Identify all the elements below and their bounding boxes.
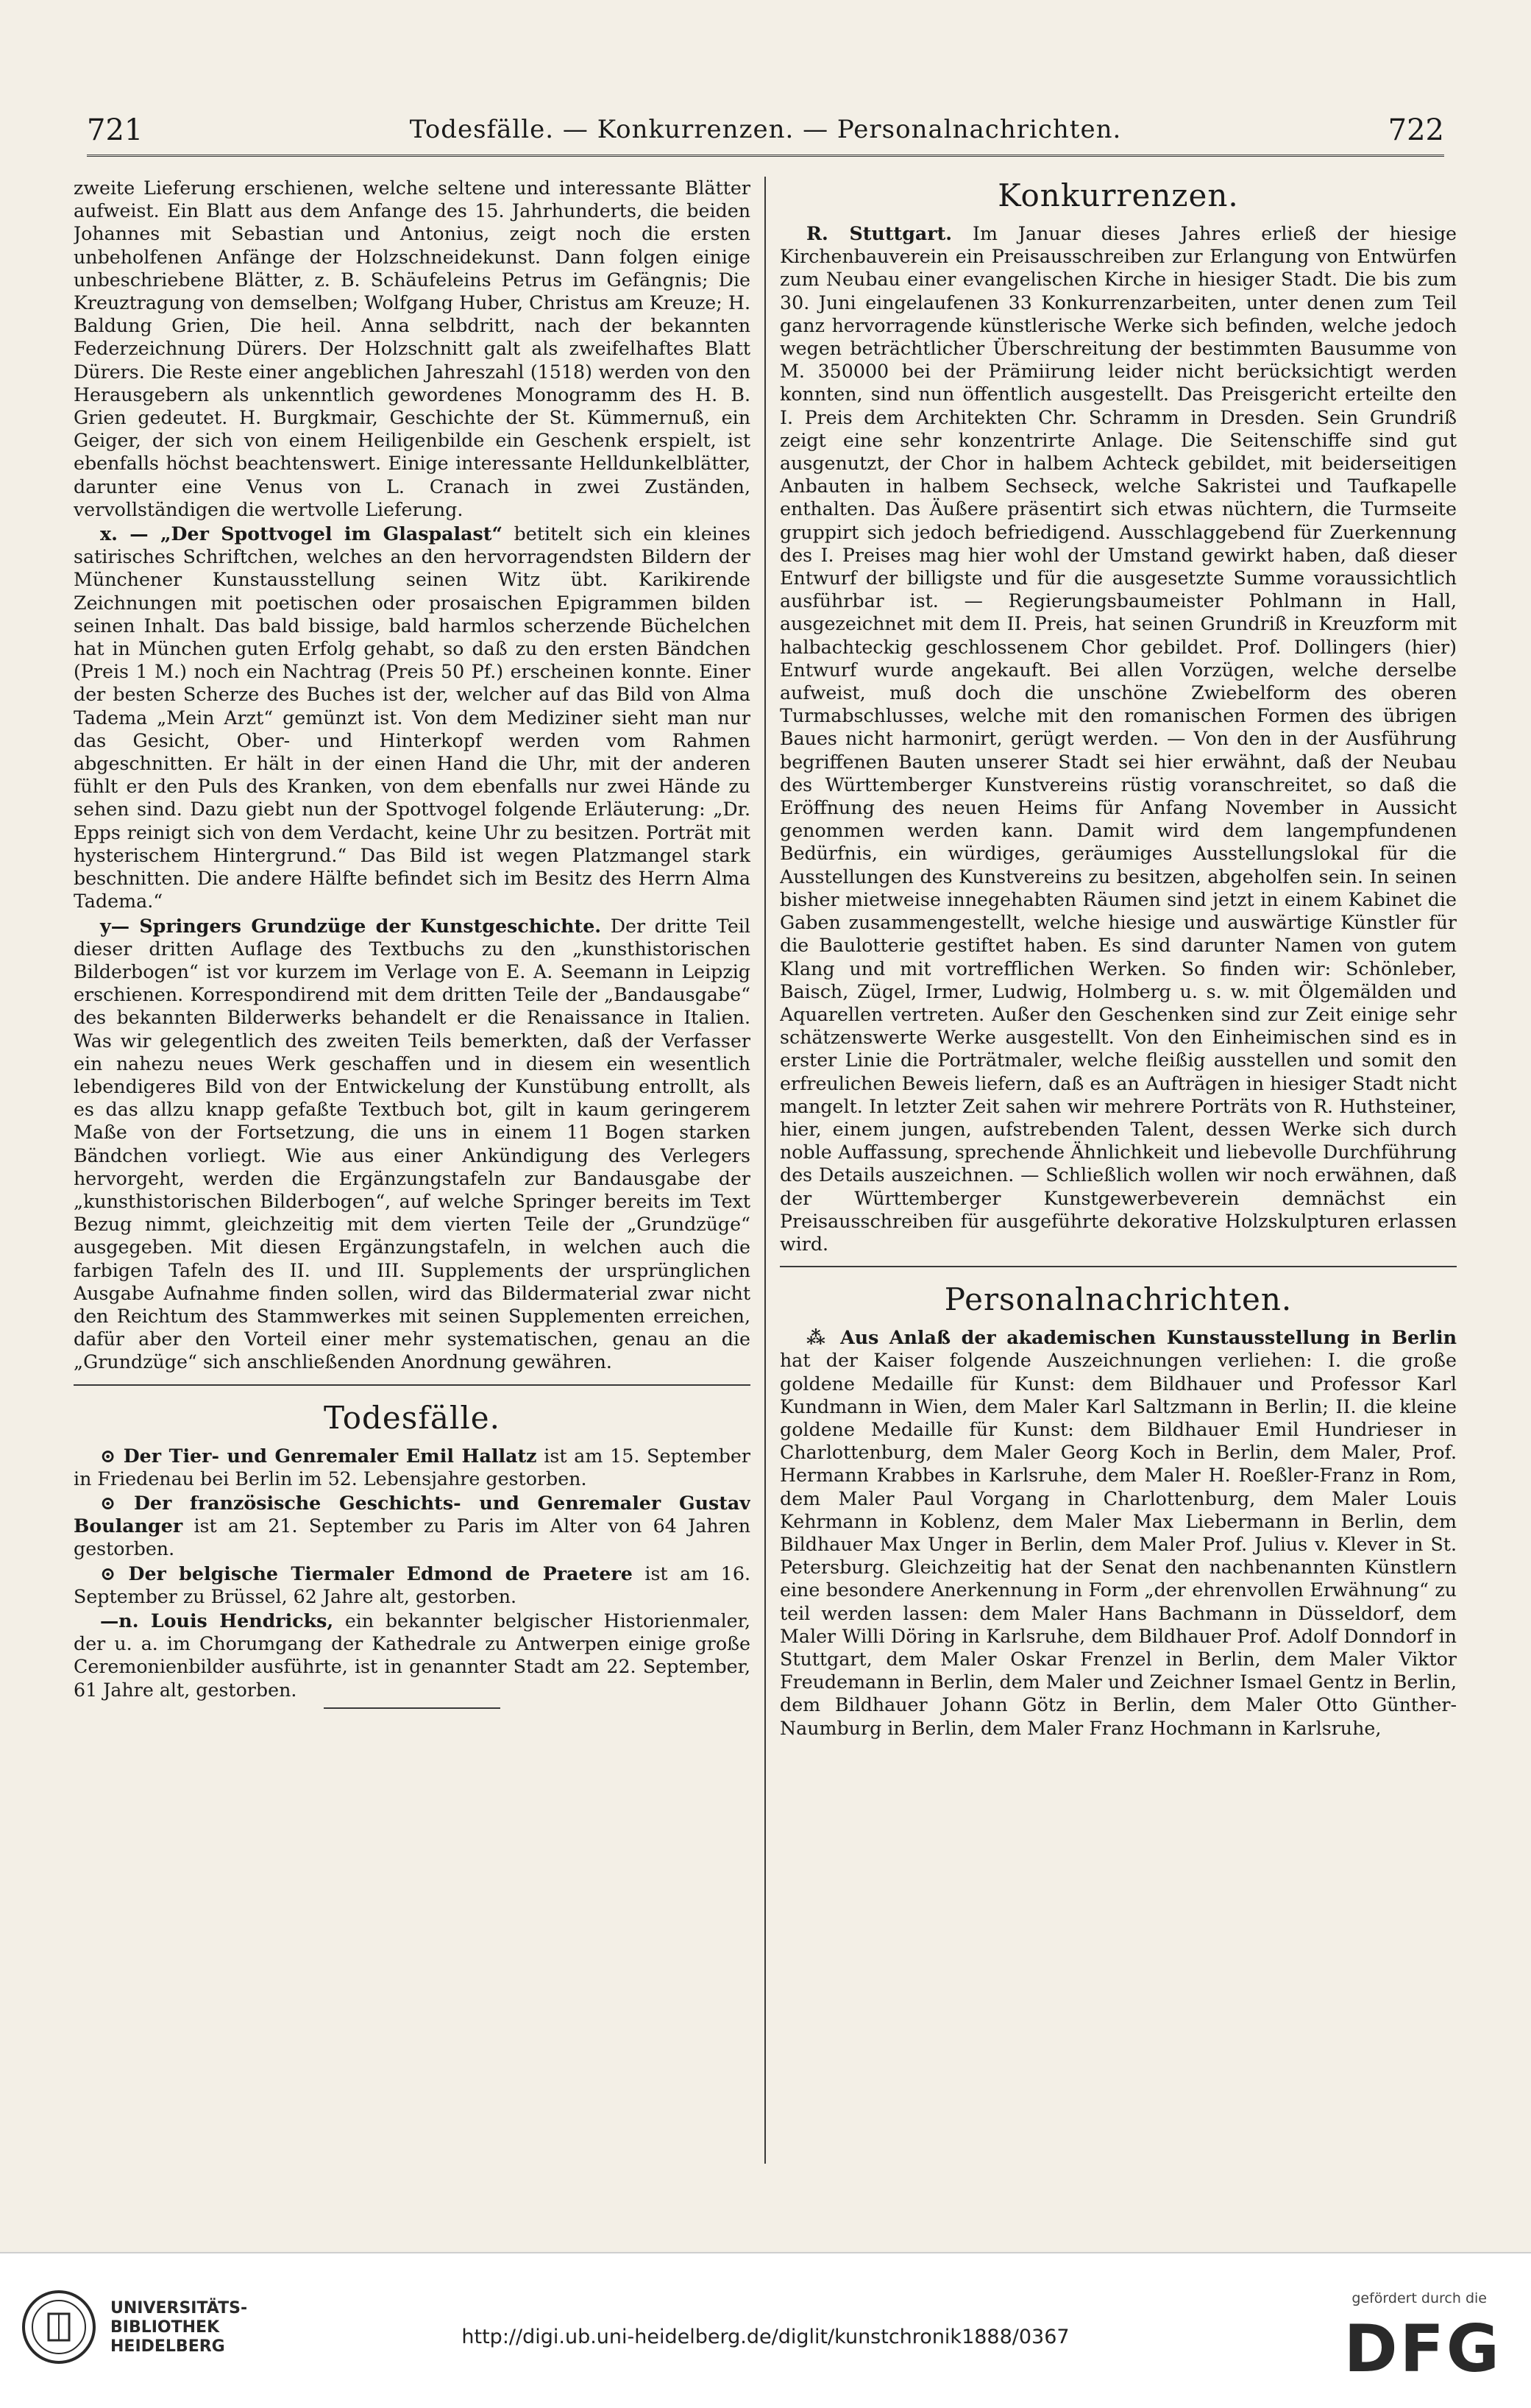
sponsor-label: gefördert durch die [1351,2290,1487,2306]
paragraph-spottvogel [74,523,750,913]
section-title-personalnachrichten: Personalnachrichten. [944,1281,1293,1318]
section-title-todesfaelle: Todesfälle. [324,1399,500,1436]
paragraph-lead: x. — „Der Spottvogel im Glaspalast“ [100,523,503,545]
paragraph-lead: —n. Louis Hendricks, [100,1609,334,1632]
paragraph-body: ein bekannter belgischer Historienmaler, der u. a. im Chorumgang der Kathedrale zu Antwerpen einige große Ceremonienbilder ausführte, ist in genannter Stadt am 22. September, 61 Jahre alt, gestorben. [74,1610,750,1701]
paragraph-body: ist am 16. September zu Brüssel, 62 Jahre alt, gestorben. [74,1562,750,1607]
paragraph-lead: ⊙ Der belgische Tiermaler Edmond de Praetere [100,1562,633,1584]
paragraph-lead: R. Stuttgart. [806,222,953,244]
permalink-url[interactable]: http://digi.ub.uni-heidelberg.de/diglit/kunstchronik1888/0367 [461,2326,1070,2348]
digitization-footer [0,2252,1531,2408]
paragraph-body: ist am 21. September zu Paris im Alter von 64 Jahren gestorben. [74,1515,750,1560]
dfg-logo: DFG [1343,2311,1502,2387]
section-divider [74,1384,750,1386]
page-number-left: 721 [87,113,143,147]
page-number-right: 722 [1388,113,1444,147]
paragraph-body: Der dritte Teil dieser dritten Auflage des Textbuchs zu den „kunsthistorischen Bilderbogen“ ist vor kurzem im Verlage von E. A. Seemann in Leipzig erschienen. Korrespondirend mit dem dritten Teile der „Bandausgabe“ des bekannten Bilderwerks behandelt er die Renaissance in Italien. Was wir gelegentlich des zweiten Teils bemerkten, daß der Verfasser ein nahezu neues Werk geschaffen und in diesem ein wesentlich lebendigeres Bild von der Entwickelung der Kunstübung entrollt, als es das allzu knapp gefaßte Textbuch bot, gilt in kaum geringerem Maße von der Fortsetzung, die uns in einem 11 Bogen starken Bändchen vorliegt. Wie aus einer Ankündigung des Verlegers hervorgeht, werden die Ergänzungstafeln zur Bandausgabe der „kunsthistorischen Bilderbogen“, auf welche Springer bereits im Text Bezug nimmt, gleichzeitig mit dem vierten Teile der „Grundzüge“ ausgegeben. Mit diesen Ergänzungstafeln, in welchen auch die farbigen Tafeln des II. und III. Supplements der ursprünglichen Ausgabe Aufnahme finden sollen, wird das Bildermaterial zwar nicht den Reichtum des Stammwerkes mit seinen Supplementen erreichen, dafür aber den Vorteil einer mehr systematischen, genau an die „Grundzüge“ sich anschließenden Anordnung gewähren. [74,915,750,1373]
paragraph-lead: ⊙ Der französische Geschichts- und Genremaler Gustav Boulanger [74,1491,750,1537]
running-header [87,110,1444,157]
logo-line: HEIDELBERG [110,2337,225,2356]
obituary-hallatz [74,1445,750,1490]
section-end-divider [324,1707,500,1709]
left-column [74,177,750,2178]
paragraph-body: hat der Kaiser folgende Auszeichnungen verliehen: I. die große goldene Medaille für Kunst: dem Bildhauer und Professor Karl Kundmann in Wien, dem Maler Karl Saltzmann in Berlin; II. die kleine goldene Medaille für Kunst: dem Bildhauer Emil Hundrieser in Charlottenburg, dem Maler Georg Koch in Berlin, dem Maler, Prof. Hermann Krabbes in Karlsruhe, dem Maler H. Roeßler-Franz in Rom, dem Maler Paul Vorgang in Charlottenburg, dem Maler Louis Kehrmann in Koblenz, dem Maler Max Liebermann in Berlin, dem Bildhauer Max Unger in Berlin, dem Maler Prof. Julius v. Klever in St. Petersburg. Gleichzeitig hat der Senat den nachbenannten Künstlern eine besondere Anerkennung in Form „der ehrenvollen Erwähnung“ zu teil werden lassen: dem Maler Hans Bachmann in Düsseldorf, dem Maler Willi Döring in Karlsruhe, dem Bildhauer Prof. Adolf Donndorf in Stuttgart, dem Maler Oskar Frenzel in Berlin, dem Maler Viktor Freudemann in Berlin, dem Maler und Zeichner Ismael Gentz in Berlin, dem Bildhauer Johann Götz in Berlin, dem Maler Otto Günther-Naumburg in Berlin, dem Maler Franz Hochmann in Karlsruhe, [780,1350,1457,1739]
paragraph-lieferung: zweite Lieferung erschienen, welche seltene und interessante Blätter aufweist. Ein Blatt aus dem Anfange des 15. Jahrhunderts, die beiden Johannes mit Sebastian und Antonius, zeigt noch die ersten unbeholfenen Anfänge der Holzschneidekunst. Dann folgen einige unbeschriebene Blätter, z. B. Schäufeleins Petrus im Gefängnis; Die Kreuztragung von demselben; Wolfgang Huber, Christus am Kreuze; H. Baldung Grien, Die heil. Anna selbdritt, nach der bekannten Federzeichnung Dürers. Der Holzschnitt galt als zweifelhaftes Blatt Dürers. Die Reste einer angeblichen Jahreszahl (1518) werden von den Herausgebern als unkenntlich gewordenes Monogramm des H. B. Grien gedeutet. H. Burgkmair, Geschichte der St. Kümmernuß, ein Geiger, der sich von einem Heiligenbilde ein Geschenk erspielt, ist ebenfalls höchst beachtenswert. Einige interessante Helldunkelblätter, darunter eine Venus von L. Cranach in zwei Zuständen, vervollständigen die wertvolle Lieferung. [74,177,750,520]
right-column [780,177,1457,2178]
logo-line: UNIVERSITÄTS- [110,2299,248,2317]
obituary-boulanger [74,1492,750,1561]
paragraph-springer [74,915,750,1374]
paragraph-body: betitelt sich ein kleines satirisches Schriftchen, welches an den hervorragendsten Bildern der Münchener Kunstausstellung seinen Witz übt. Karikirende Zeichnungen mit poetischen oder prosaischen Epigrammen bilden seinen Inhalt. Das bald bissige, bald harmlos scherzende Büchelchen hat in München guten Erfolg gehabt, so daß zu den ersten Bändchen (Preis 1 M.) noch ein Nachtrag (Preis 50 Pf.) erscheinen konnte. Einer der besten Scherze des Buches ist der, welcher auf das Bild von Alma Tadema „Mein Arzt“ gemünzt ist. Von dem Mediziner sieht man nur das Gesicht, Ober- und Hinterkopf werden vom Rahmen abgeschnitten. Er hält in der einen Hand die Uhr, mit der anderen fühlt er den Puls des Kranken, von dem ebenfalls nur zwei Hände zu sehen sind. Dazu giebt nun der Spottvogel folgende Erläuterung: „Dr. Epps reinigt sich von dem Verdacht, keine Uhr zu besitzen. Porträt mit hysterischem Hintergrund.“ Das Bild ist wegen Platzmangel stark beschnitten. Die andere Hälfte befindet sich im Besitz des Herrn Alma Tadema.“ [74,523,750,913]
obituary-hendricks [74,1610,750,1701]
paragraph-body: ist am 15. September in Friedenau bei Berlin im 52. Lebensjahre gestorben. [74,1445,750,1490]
section-divider [780,1266,1457,1267]
obituary-praetere [74,1562,750,1608]
logo-line: BIBLIOTHEK [110,2318,220,2337]
section-title-konkurrenzen: Konkurrenzen. [998,177,1239,213]
paragraph-body: Im Januar dieses Jahres erließ der hiesige Kirchenbauverein ein Preisausschreiben zur Erlangung von Entwürfen zum Neubau einer evangelischen Kirche in hiesiger Stadt. Die bis zum 30. Juni eingelaufenen 33 Konkurrenzarbeiten, unter denen zum Teil ganz hervorragende künstlerische Werke sich befinden, welche jedoch wegen beträchtlicher Überschreitung der bestimmten Bausumme von M. 350000 bei der Prämiirung leider nicht berücksichtigt werden konnten, sind nun öffentlich ausgestellt. Das Preisgericht erteilte den I. Preis dem Architekten Chr. Schramm in Dresden. Sein Grundriß zeigt eine sehr konzentrirte Anlage. Die Seitenschiffe sind gut ausgenutzt, der Chor in halbem Achteck gebildet, mit beiderseitigen Anbauten in halbem Sechseck, welche Sakristei und Taufkapelle enthalten. Das Äußere präsentirt sich etwas nüchtern, die Turmseite gruppirt sich jedoch befriedigend. Ausschlaggebend für Zuerkennung des I. Preises mag hier wohl der Umstand gewirkt haben, daß dieser Entwurf der billigste und für die ausgesetzte Summe voraussichtlich ausführbar ist. — Regierungsbaumeister Pohlmann in Hall, ausgezeichnet mit dem II. Preis, hat seinen Grundriß in Kreuzform mit halbachteckig geschlossenem Chor gebildet. Prof. Dollingers (hier) Entwurf wurde angekauft. Bei allen Vorzügen, welche derselbe aufweist, muß doch die unschöne Zwiebelform des oberen Turmabschlusses, welche mit den romanischen Formen des übrigen Baues nicht harmonirt, gerügt werden. — Von den in der Ausführung begriffenen Bauten unserer Stadt sei hier erwähnt, daß der Neubau des Württemberger Kunstvereins rüstig voranschreitet, so daß die Eröffnung des neuen Heims für Anfang November in Aussicht genommen werden kann. Damit wird dem langempfundenen Bedürfnis, ein würdiges, geräumiges Ausstellungslokal für die Ausstellungen des Kunstvereins zu besitzen, abgeholfen sein. In seinen bisher mietweise innegehabten Räumen sind jetzt in einem Kabinet die Gaben zusammengestellt, welche hiesige und auswärtige Künstler für die Baulotterie gestiftet haben. Es sind darunter Namen von gutem Klang und mit vortrefflichen Werken. So finden wir: Schönleber, Baisch, Zügel, Irmer, Ludwig, Holmberg u. s. w. mit Ölgemälden und Aquarellen vertreten. Außer den Geschenken sind zur Zeit einige sehr schätzenswerte Werke ausgestellt. Von den Einheimischen sind es in erster Linie die Porträtmaler, welche fleißig ausstellen und somit den erfreulichen Beweis liefern, daß es an Aufträgen in hiesiger Stadt nicht mangelt. In letzter Zeit sahen wir mehrere Porträts von R. Huthsteiner, hier, einem jungen, aufstrebenden Talent, dessen Werke sich durch noble Auffassung, sprechende Ähnlichkeit und liebevolle Durchführung des Details auszeichnen. — Schließlich wollen wir noch erwähnen, daß der Württemberger Kunstgewerbeverein demnächst ein Preisausschreiben für ausgeführte dekorative Holzskulpturen erlassen wird. [780,223,1457,1255]
paragraph-auszeichnungen [780,1326,1457,1740]
running-title: Todesfälle. — Konkurrenzen. — Personalnachrichten. [409,115,1122,144]
column-rule [764,177,766,2164]
paragraph-lead: ⁂ Aus Anlaß der akademischen Kunstausstellung in Berlin [806,1326,1457,1349]
paragraph-lead: ⊙ Der Tier- und Genremaler Emil Hallatz [100,1444,537,1467]
paragraph-lead: y— Springers Grundzüge der Kunstgeschichte. [100,914,602,937]
paragraph-stuttgart [780,222,1457,1256]
